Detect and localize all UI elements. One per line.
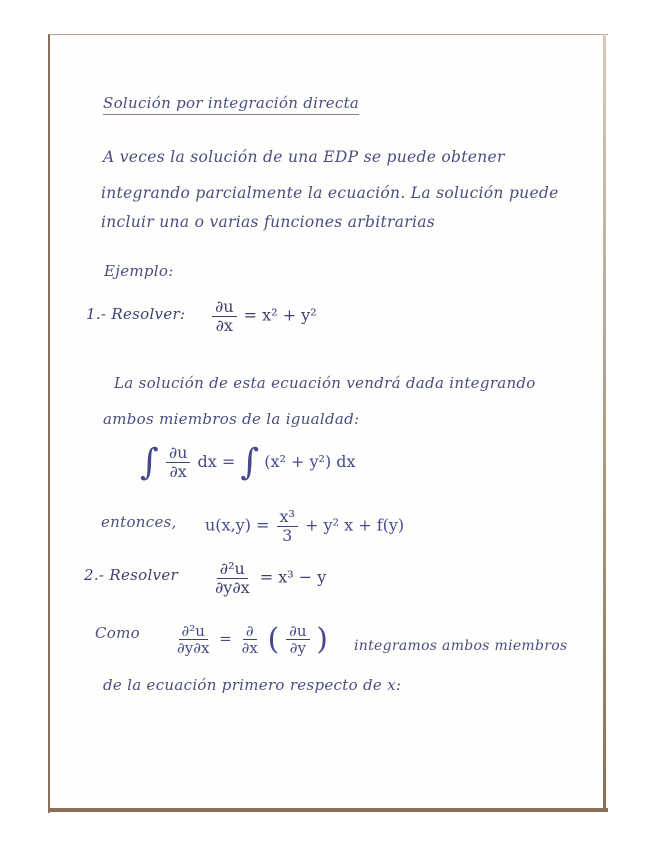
ex2-label: 2.- Resolver (84, 566, 178, 584)
ex1-pde-denominator: ∂x (215, 315, 233, 335)
ex2-pde (210, 560, 326, 596)
ex1-integral-denominator: ∂x (169, 462, 187, 481)
intro-line-3: incluir una o varias funciones arbitrarias (101, 213, 436, 231)
ex2-eq-inner-numerator: ∂u (286, 623, 309, 641)
ex1-then-label: entonces, (101, 513, 177, 531)
ex2-pde-fraction (212, 560, 253, 596)
ex2-equation (172, 622, 328, 657)
ex2-pde-rhs: = x³ − y (259, 567, 327, 587)
ex1-integral-fraction (166, 444, 191, 480)
ex2-eq-fraction (174, 623, 212, 657)
intro-line-2: integrando parcialmente la ecuación. La solución puede (101, 184, 559, 202)
ex2-eq-inner-denominator: ∂y (289, 639, 306, 657)
ex2-eq-paren-open: ( (267, 622, 280, 657)
ex2-eq-denominator: ∂y∂x (177, 639, 210, 657)
ex2-line-2: de la ecuación primero respecto de x: (103, 676, 402, 694)
ex1-pde-numerator: ∂u (212, 298, 237, 317)
ex2-eq-numerator: ∂²u (179, 623, 208, 641)
page-edge-bottom (48, 808, 608, 812)
intro-line-1: A veces la solución de una EDP se puede obtener (103, 148, 505, 166)
page-title: Solución por integración directa (103, 94, 360, 112)
ex2-pde-numerator: ∂²u (217, 560, 248, 579)
ex2-como-label: Como (95, 624, 140, 642)
ex1-integral-numerator: ∂u (166, 444, 191, 463)
integral-sign-right: ∫ (240, 442, 260, 483)
ex1-integral-equation (140, 442, 356, 483)
ex1-integral-mid: dx = (197, 452, 236, 471)
ex1-result-denominator: 3 (282, 525, 293, 545)
ex2-eq-paren-close: ) (316, 622, 329, 657)
ex2-eq-operator-denominator: ∂x (241, 639, 258, 657)
page-edge-right (603, 34, 606, 812)
example-label: Ejemplo: (104, 262, 174, 280)
ex1-pde (210, 298, 317, 334)
ex1-pde-fraction (212, 298, 237, 334)
ex2-eq-inner-fraction (286, 623, 309, 657)
ex1-result-fraction (277, 508, 298, 544)
ex2-pde-denominator: ∂y∂x (215, 577, 250, 597)
integral-sign-left: ∫ (140, 442, 159, 483)
ex1-label: 1.- Resolver: (86, 305, 186, 323)
ex1-explanation-line-1: La solución de esta ecuación vendrá dada integrando (114, 374, 536, 392)
ex2-eq-operator-numerator: ∂ (243, 623, 257, 641)
ex1-result-numerator: x³ (277, 508, 298, 527)
ex2-eq-operator (239, 623, 261, 657)
ex1-integral-rhs: (x² + y²) dx (264, 452, 356, 471)
ex1-result (205, 508, 404, 544)
ex1-result-rhs: + y² x + f(y) (305, 515, 405, 535)
ex1-explanation-line-2: ambos miembros de la igualdad: (103, 410, 360, 428)
ex2-eq-text: integramos ambos miembros (354, 638, 568, 654)
ex2-eq-equals: = (219, 629, 232, 648)
ex1-result-lhs: u(x,y) = (205, 515, 270, 535)
ex1-pde-rhs: = x² + y² (243, 305, 317, 325)
